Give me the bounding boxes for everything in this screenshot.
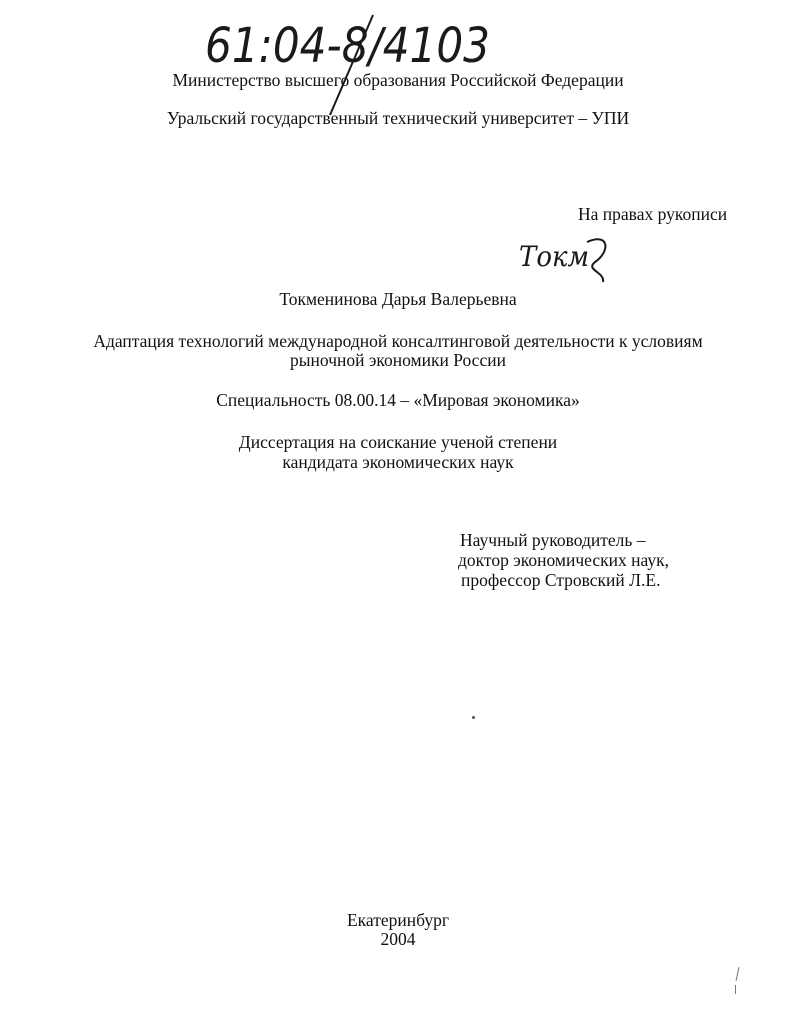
author-signature (515, 232, 615, 287)
year-line: 2004 (380, 929, 416, 949)
scan-speck (472, 716, 475, 719)
ministry-line: Министерство высшего образования Российской Федерации (172, 70, 624, 90)
specialty-line: Специальность 08.00.14 – «Мировая экономика» (216, 390, 580, 410)
city-line: Екатеринбург (346, 910, 450, 930)
supervisor-line-1: Научный руководитель – (460, 530, 646, 550)
scan-mark (735, 985, 736, 994)
author-name: Токменинова Дарья Валерьевна (279, 289, 517, 309)
supervisor-line-2: доктор экономических наук, (458, 550, 669, 570)
signature-flourish (587, 239, 605, 282)
thesis-title-line-1: Адаптация технологий международной консалтинговой деятельности к условиям (93, 331, 703, 351)
manuscript-note: На правах рукописи (578, 204, 728, 224)
scan-mark (736, 967, 740, 981)
signature-text: Токм (519, 240, 589, 273)
handwritten-code-text: 61:04-8/4103 (205, 18, 490, 74)
supervisor-line-3: профессор Стровский Л.Е. (461, 570, 661, 590)
degree-line-2: кандидата экономических наук (282, 452, 514, 472)
thesis-title-line-2: рыночной экономики России (290, 350, 506, 370)
university-line: Уральский государственный технический университет – УПИ (166, 108, 630, 128)
degree-line-1: Диссертация на соискание ученой степени (238, 432, 558, 452)
